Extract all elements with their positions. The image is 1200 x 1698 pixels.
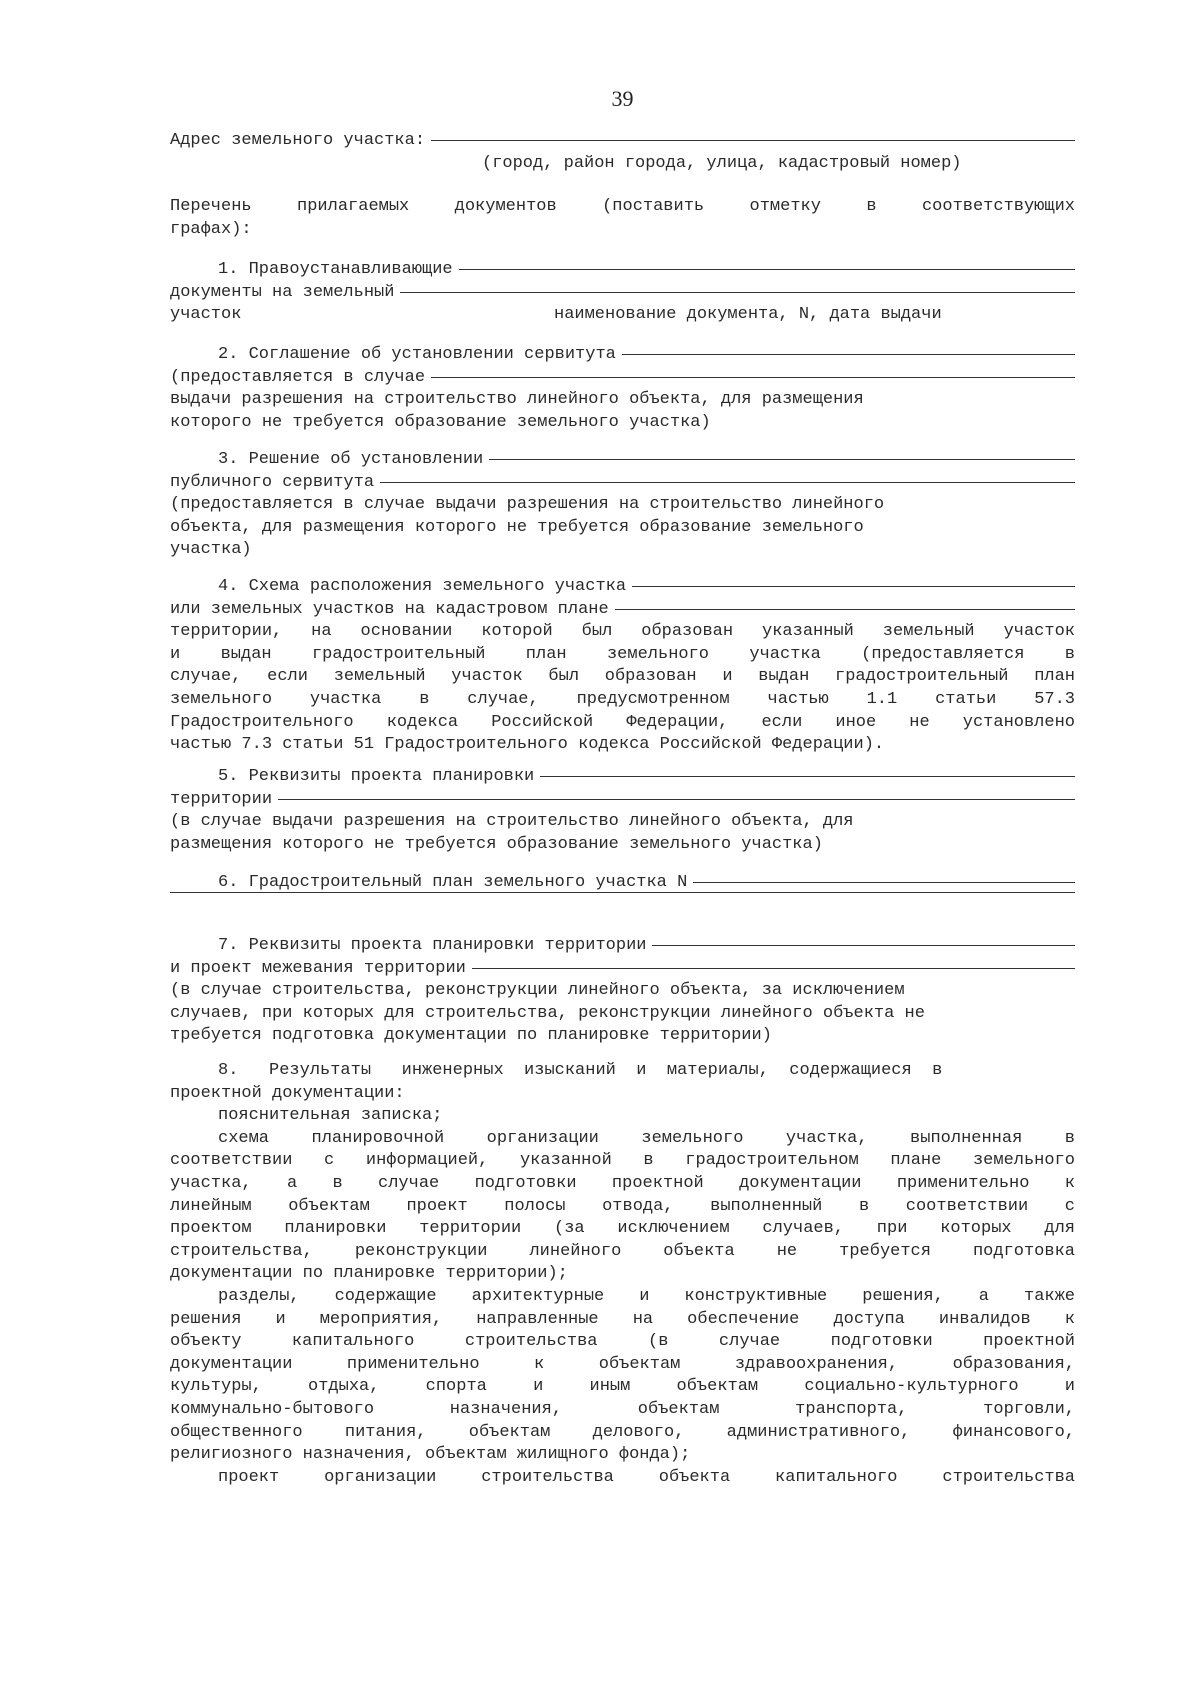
item-4-blank-1[interactable] [632, 586, 1075, 587]
item-8-heading-2: проектной документации: [170, 1083, 405, 1103]
item-1-caption: наименование документа, N, дата выдачи [554, 305, 942, 325]
item-6-blank-2[interactable] [170, 892, 1075, 893]
address-row [170, 130, 1075, 153]
item-4-text-2: и выдан градостроительный план земельного участка (предоставляется в [170, 644, 1075, 664]
item-7-line4: случаев, при которых для строительства, реконструкции линейного объекта не [170, 1003, 925, 1023]
item-8-p3-line-5: культуры, отдыха, спорта и иным объектам социально-культурного и [170, 1377, 1075, 1397]
page-number: 39 [611, 86, 634, 111]
item-4-text-5: Градостроительного кодекса Российской Федерации, если иное не установлено [170, 712, 1075, 732]
item-8-p2-last: документации по планировке территории); [170, 1264, 568, 1284]
item-8-p3-last: религиозного назначения, объектам жилищного фонда); [170, 1445, 691, 1465]
item-3 [170, 449, 1075, 562]
item-8 [170, 1060, 1075, 1489]
item-3-line5: участка) [170, 540, 252, 560]
item-4 [170, 576, 1075, 757]
item-8-heading: 8. Результаты инженерных изысканий и материалы, содержащиеся в [218, 1061, 943, 1080]
item-2-blank-2[interactable] [431, 377, 1075, 378]
documents-intro [170, 196, 1075, 241]
item-8-p2-line-3: участка, а в случае подготовки проектной документации применительно к [170, 1173, 1075, 1193]
item-2-line4: которого не требуется образование земельного участка) [170, 412, 711, 432]
item-3-line3: (предоставляется в случае выдачи разрешения на строительство линейного [170, 495, 885, 515]
item-8-p3-line-7: общественного питания, объектам делового, административного, финансового, [170, 1422, 1075, 1442]
item-5-blank-1[interactable] [540, 776, 1075, 777]
item-8-p2-line-1: схема планировочной организации земельного участка, выполненная в [218, 1128, 1075, 1148]
item-1-blank-2[interactable] [400, 292, 1075, 293]
address-caption: (город, район города, улица, кадастровый номер) [482, 153, 962, 173]
item-8-p2-line-5: проектом планировки территории (за исключением случаев, при которых для [170, 1219, 1075, 1239]
item-8-p3-line-2: решения и мероприятия, направленные на обеспечение доступа инвалидов к [170, 1309, 1075, 1329]
item-4-text-4: земельного участка в случае, предусмотренном частью 1.1 статьи 57.3 [170, 689, 1075, 709]
item-8-p4: проект организации строительства объекта капитального строительства [218, 1467, 1075, 1487]
item-2-line2: (предоставляется в случае [170, 367, 426, 387]
address-label: Адрес земельного участка: [170, 131, 426, 150]
item-4-line1: 4. Схема расположения земельного участка [218, 577, 627, 596]
item-1-line3: участок [170, 305, 242, 325]
item-4-line2: или земельных участков на кадастровом плане [170, 599, 609, 619]
item-2-line1: 2. Соглашение об установлении сервитута [218, 345, 616, 364]
item-5-line3: (в случае выдачи разрешения на строительство линейного объекта, для [170, 812, 854, 832]
item-7-line5: требуется подготовка документации по планировке территории) [170, 1026, 772, 1046]
item-1-line1: 1. Правоустанавливающие [218, 260, 453, 279]
item-7-blank-2[interactable] [472, 968, 1075, 969]
item-3-line2: публичного сервитута [170, 472, 375, 492]
item-6-blank-1[interactable] [693, 882, 1075, 883]
item-4-blank-2[interactable] [615, 609, 1075, 610]
item-8-p3-line-3: объекту капитального строительства (в случае подготовки проектной [170, 1332, 1075, 1352]
item-8-p3-line-1: разделы, содержащие архитектурные и конструктивные решения, а также [218, 1286, 1075, 1306]
item-5-line4: размещения которого не требуется образование земельного участка) [170, 834, 823, 854]
item-3-line1: 3. Решение об установлении [218, 450, 484, 469]
item-7-blank-1[interactable] [652, 945, 1075, 946]
item-5-line1: 5. Реквизиты проекта планировки [218, 767, 535, 786]
item-7-line2: и проект межевания территории [170, 958, 466, 978]
item-1-line2: документы на земельный [170, 282, 395, 302]
item-7 [170, 935, 1075, 1048]
documents-intro-line2: графах): [170, 219, 252, 239]
item-5 [170, 766, 1075, 856]
item-5-line2: территории [170, 789, 273, 809]
item-4-text-1: территории, на основании которой был образован указанный земельный участок [170, 622, 1075, 642]
item-8-p1: пояснительная записка; [218, 1106, 443, 1126]
item-1 [170, 259, 1075, 327]
item-3-line4: объекта, для размещения которого не требуется образование земельного [170, 517, 864, 537]
item-8-p3-line-6: коммунально-бытового назначения, объектам транспорта, торговли, [170, 1399, 1075, 1419]
item-6 [170, 872, 1075, 917]
item-4-text-3: случае, если земельный участок был образован и выдан градостроительный план [170, 667, 1075, 687]
item-4-text-last: частью 7.3 статьи 51 Градостроительного кодекса Российской Федерации). [170, 735, 885, 755]
address-section [170, 130, 1075, 175]
item-3-blank-1[interactable] [489, 459, 1075, 460]
address-blank[interactable] [431, 140, 1075, 141]
item-3-blank-2[interactable] [380, 482, 1075, 483]
item-6-line1: 6. Градостроительный план земельного участка N [218, 873, 688, 892]
item-2-blank-1[interactable] [622, 354, 1075, 355]
item-1-blank-1[interactable] [459, 269, 1075, 270]
item-2 [170, 344, 1075, 434]
item-8-p2-line-4: линейным объектам проект полосы отвода, выполненный в соответствии с [170, 1196, 1075, 1216]
item-5-blank-2[interactable] [278, 799, 1075, 800]
item-2-line3: выдачи разрешения на строительство линейного объекта, для размещения [170, 390, 864, 410]
item-8-p2-line-2: соответствии с информацией, указанной в градостроительном плане земельного [170, 1151, 1075, 1171]
documents-intro-line1: Перечень прилагаемых документов (поставить отметку в соответствующих [170, 197, 1075, 216]
item-7-line3: (в случае строительства, реконструкции линейного объекта, за исключением [170, 981, 905, 1001]
item-8-p2-line-6: строительства, реконструкции линейного объекта не требуется подготовка [170, 1241, 1075, 1261]
item-8-p3-line-4: документации применительно к объектам здравоохранения, образования, [170, 1354, 1075, 1374]
item-7-line1: 7. Реквизиты проекта планировки территории [218, 936, 647, 955]
